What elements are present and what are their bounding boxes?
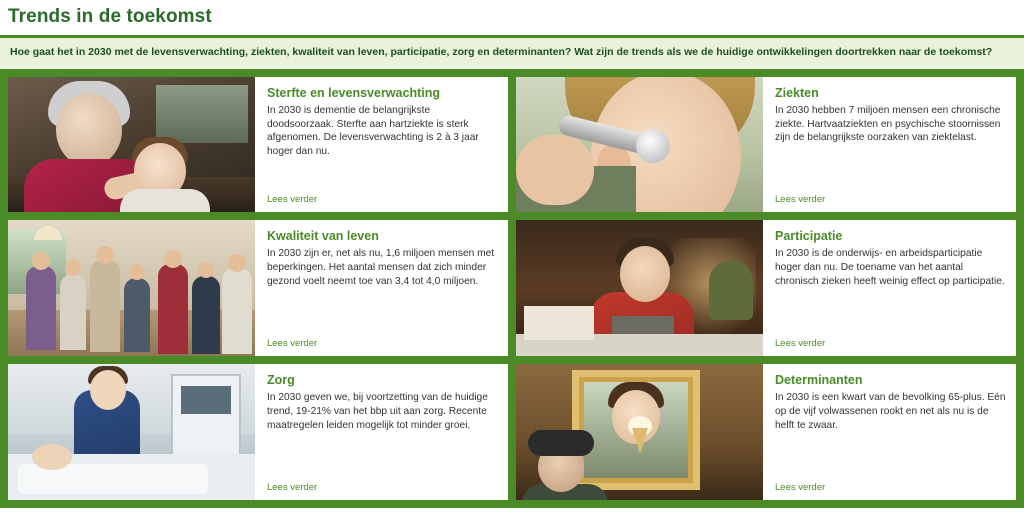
card-body: [763, 77, 1016, 213]
card-sterfte-en-levensverwachting[interactable]: [8, 77, 508, 213]
card-thumbnail[interactable]: [8, 220, 255, 356]
card-text: In 2030 zijn er, net als nu, 1,6 miljoen mensen met beperkingen. Het aantal mensen dat zich minder gezond voelt neemt toe van 3,4 tot 4,0 miljoen.: [267, 248, 495, 288]
card-thumbnail[interactable]: [8, 364, 255, 500]
card-title: Sterfte en levensverwachting: [267, 85, 440, 100]
card-ziekten[interactable]: [516, 77, 1016, 213]
read-more-link[interactable]: Lees verder: [267, 337, 318, 349]
card-text: In 2030 geven we, bij voortzetting van de huidige trend, 19-21% van het bbp uit aan zorg. Recente maatregelen leiden mogelijk tot minder groei.: [267, 391, 488, 431]
card-text: In 2030 is dementie de belangrijkste doodsoorzaak. Sterfte aan hartziekte is sterk afgenomen. De levensverwachting is 2 à 3 jaar hoger dan nu.: [267, 104, 479, 158]
photo-elderly-woman-with-baby-icon: [8, 77, 255, 213]
card-zorg[interactable]: [8, 364, 508, 500]
card-title: Kwaliteit van leven: [267, 229, 379, 244]
card-body: [255, 77, 508, 213]
photo-boy-with-ice-cream-icon: [516, 364, 763, 500]
intro-banner: [0, 38, 1024, 69]
card-title: Determinanten: [775, 372, 863, 387]
card-title: Zorg: [267, 372, 295, 387]
intro-text: Hoe gaat het in 2030 met de levensverwachting, ziekten, kwaliteit van leven, participatie, zorg en determinanten? Wat zijn de trends als we de huidige ontwikkelingen doortrekken naar de toekomst?: [10, 46, 993, 58]
card-title: Ziekten: [775, 85, 819, 100]
card-thumbnail[interactable]: [516, 220, 763, 356]
photo-hospital-care-icon: [8, 364, 255, 500]
read-more-link[interactable]: Lees verder: [267, 481, 318, 493]
read-more-link[interactable]: Lees verder: [267, 194, 318, 206]
page-title: Trends in de toekomst: [8, 6, 212, 27]
photo-ear-examination-icon: [516, 77, 763, 213]
card-thumbnail[interactable]: [8, 77, 255, 213]
card-body: [255, 364, 508, 500]
read-more-link[interactable]: Lees verder: [775, 337, 826, 349]
photo-activity-room-icon: [8, 220, 255, 356]
card-body: [255, 220, 508, 356]
read-more-link[interactable]: Lees verder: [775, 194, 826, 206]
cards-board: [0, 69, 1024, 508]
card-text: In 2030 is een kwart van de bevolking 65-plus. Eén op de vijf volwassenen rookt en net als nu is de helft te zwaar.: [775, 391, 1006, 431]
card-participatie[interactable]: [516, 220, 1016, 356]
cards-grid: [8, 77, 1016, 500]
read-more-link[interactable]: Lees verder: [775, 481, 826, 493]
card-determinanten[interactable]: [516, 364, 1016, 500]
card-text: In 2030 is de onderwijs- en arbeidsparticipatie hoger dan nu. De toename van het aantal chronisch zieken heeft weinig effect op participatie.: [775, 248, 1005, 288]
card-thumbnail[interactable]: [516, 77, 763, 213]
card-kwaliteit-van-leven[interactable]: [8, 220, 508, 356]
photo-young-worker-icon: [516, 220, 763, 356]
card-text: In 2030 hebben 7 miljoen mensen een chronische ziekte. Hartvaatziekten en psychische stoornissen zijn de belangrijkste oorzaken van ziektelast.: [775, 104, 1001, 144]
card-title: Participatie: [775, 229, 843, 244]
card-body: [763, 364, 1016, 500]
card-body: [763, 220, 1016, 356]
card-thumbnail[interactable]: [516, 364, 763, 500]
